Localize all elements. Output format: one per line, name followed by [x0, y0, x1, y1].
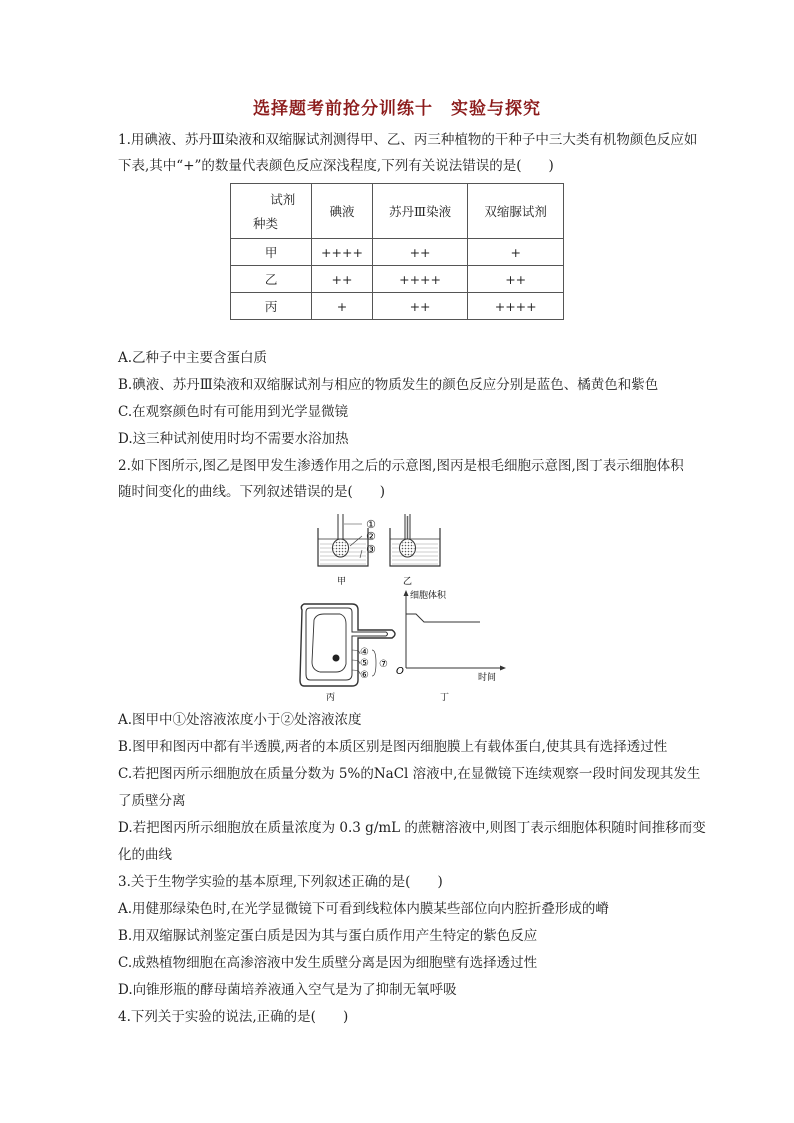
graph-ding [396, 589, 506, 703]
label-5: ⑤ [360, 658, 369, 669]
caption-yi: 乙 [403, 577, 413, 587]
caption-ding: 丁 [440, 693, 450, 703]
table-cell: ++ [312, 266, 373, 293]
q2-figure [290, 508, 510, 704]
caption-jia: 甲 [337, 577, 347, 587]
label-1: ① [366, 518, 376, 531]
q3-stem: 3.关于生物学实验的基本原理,下列叙述正确的是( ) [118, 874, 443, 890]
label-2: ② [366, 530, 376, 543]
column-header: 碘液 [312, 184, 373, 239]
page-title: 选择题考前抢分训练十 实验与探究 [253, 99, 541, 119]
row-name: 丙 [231, 293, 312, 320]
column-header: 苏丹Ⅲ染液 [372, 184, 468, 239]
q1-option-a: A.乙种子中主要含蛋白质 [118, 350, 268, 366]
table-cell: ++++ [372, 266, 468, 293]
q3-option-a: A.用健那绿染色时,在光学显微镜下可看到线粒体内膜某些部位向内腔折叠形成的嵴 [118, 901, 609, 917]
q1-table [230, 183, 564, 320]
table-cell: + [312, 293, 373, 320]
label-3: ③ [366, 543, 376, 556]
beaker-jia [318, 514, 376, 587]
row-name: 乙 [231, 266, 312, 293]
table-cell: ++ [372, 293, 468, 320]
x-axis-label: 时间 [478, 673, 497, 683]
q1-option-b: B.碘液、苏丹Ⅲ染液和双缩脲试剂与相应的物质发生的颜色反应分别是蓝色、橘黄色和紫色 [118, 377, 659, 393]
header-species-label: 种类 [253, 216, 279, 231]
header-reagent-label: 试剂 [270, 192, 296, 207]
origin-label: O [396, 666, 404, 677]
q2-option-c-line-2: 了质壁分离 [118, 793, 186, 809]
q2-option-d-line-1: D.若把图丙所示细胞放在质量浓度为 0.3 g/mL 的蔗糖溶液中,则图丁表示细胞体积随时间推移而变 [118, 820, 706, 836]
q2-option-c-line-1: C.若把图丙所示细胞放在质量分数为 5%的NaCl 溶液中,在显微镜下连续观察一段时间发现其发生 [118, 766, 701, 782]
table-cell: ++++ [468, 293, 564, 320]
q2-stem-line-1: 2.如下图所示,图乙是图甲发生渗透作用之后的示意图,图丙是根毛细胞示意图,图丁表示细胞体积 [118, 458, 684, 474]
q2-option-d-line-2: 化的曲线 [118, 847, 172, 863]
q2-option-b: B.图甲和图丙中都有半透膜,两者的本质区别是图丙细胞膜上有载体蛋白,使其具有选择透过性 [118, 739, 668, 755]
table-row [231, 266, 564, 293]
table-diagonal-header [231, 184, 312, 239]
q1-option-c: C.在观察颜色时有可能用到光学显微镜 [118, 404, 349, 420]
q3-option-d: D.向锥形瓶的酵母菌培养液通入空气是为了抑制无氧呼吸 [118, 982, 457, 998]
q1-stem-line-1: 1.用碘液、苏丹Ⅲ染液和双缩脲试剂测得甲、乙、丙三种植物的干种子中三大类有机物颜色反应如 [118, 132, 698, 148]
table-row [231, 293, 564, 320]
q1-option-d: D.这三种试剂使用时均不需要水浴加热 [118, 431, 349, 447]
beaker-yi [390, 514, 440, 587]
q1-stem-line-2: 下表,其中“+”的数量代表颜色反应深浅程度,下列有关说法错误的是( ) [118, 158, 554, 174]
label-7: ⑦ [379, 659, 388, 670]
label-6: ⑥ [360, 670, 369, 681]
root-hair-cell-bing [300, 604, 395, 703]
q3-option-c: C.成熟植物细胞在高渗溶液中发生质壁分离是因为细胞壁有选择透过性 [118, 955, 538, 971]
q2-option-a: A.图甲中①处溶液浓度小于②处溶液浓度 [118, 712, 362, 728]
table-cell: ++++ [312, 239, 373, 266]
q2-stem-line-2: 随时间变化的曲线。下列叙述错误的是( ) [118, 484, 386, 500]
table-row [231, 239, 564, 266]
q4-stem: 4.下列关于实验的说法,正确的是( ) [118, 1009, 349, 1025]
y-axis-label: 细胞体积 [410, 591, 447, 601]
column-header: 双缩脲试剂 [468, 184, 564, 239]
table-cell: ++ [372, 239, 468, 266]
table-cell: ++ [468, 266, 564, 293]
label-4: ④ [360, 647, 369, 658]
nucleus [333, 655, 340, 662]
q3-option-b: B.用双缩脲试剂鉴定蛋白质是因为其与蛋白质作用产生特定的紫色反应 [118, 928, 538, 944]
row-name: 甲 [231, 239, 312, 266]
caption-bing: 丙 [326, 693, 336, 703]
table-cell: + [468, 239, 564, 266]
